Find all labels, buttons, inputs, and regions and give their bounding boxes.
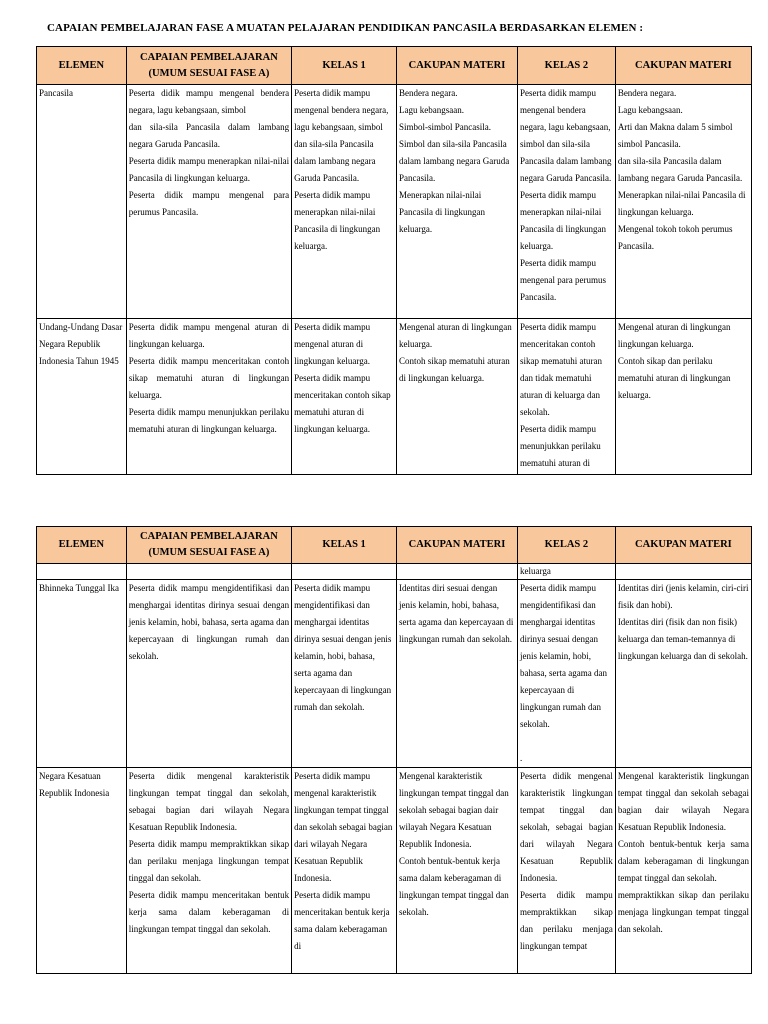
table-section-2: [36, 526, 752, 974]
table-header-row: [37, 47, 752, 85]
table-row: [37, 85, 752, 319]
cell-kelas-2: Peserta didik mengenal karakteristik lingkungan tempat tinggal dan sekolah, sebagai bagian dari wilayah Negara Kesatuan Republik Indonesia. Peserta didik mampu mempraktikkan sikap dan perilaku menjaga lingkungan tempat: [518, 768, 616, 974]
cell-materi-2: Identitas diri (jenis kelamin, ciri-ciri fisik dan hobi). Identitas diri (fisik dan non fisik) keluarga dan teman-temannya di lingkungan keluarga dan di sekolah.: [615, 580, 751, 768]
cell-kelas-2: Peserta didik mampu menceritakan contoh sikap mematuhi aturan dan tidak mematuhi aturan di keluarga dan sekolah. Peserta didik mampu menunjukkan perilaku mematuhi aturan di: [518, 319, 616, 475]
header-cakupan-materi-2: CAKUPAN MATERI: [615, 527, 751, 564]
cell-capaian: Peserta didik mampu mengenal aturan di lingkungan keluarga. Peserta didik mampu menceritakan contoh sikap mematuhi aturan di lingkungan keluarga. Peserta didik mampu menunjukkan perilaku mematuhi aturan di lingkungan keluarga.: [126, 319, 291, 475]
cell-elemen: Negara Kesatuan Republik Indonesia: [37, 768, 127, 974]
cell-kelas-1: Peserta didik mampu mengenal bendera negara, lagu kebangsaan, simbol dan sila-sila Pancasila dalam lambang negara Garuda Pancasila. Peserta didik mampu menerapkan nilai-nilai Pancasila di lingkungan keluarga.: [292, 85, 397, 319]
header-capaian: CAPAIAN PEMBELAJARAN (UMUM SESUAI FASE A): [126, 47, 291, 85]
header-kelas-2: KELAS 2: [518, 527, 616, 564]
cell-elemen: Undang-Undang Dasar Negara Republik Indonesia Tahun 1945: [37, 319, 127, 475]
cell-kelas-2-carryover: keluarga: [518, 564, 616, 580]
cell-elemen: Bhinneka Tunggal Ika: [37, 580, 127, 768]
header-capaian: CAPAIAN PEMBELAJARAN (UMUM SESUAI FASE A): [126, 527, 291, 564]
cell-materi-2: Mengenal aturan di lingkungan lingkungan keluarga. Contoh sikap dan perilaku mematuhi aturan di lingkungan keluarga.: [615, 319, 751, 475]
cell-materi-2: Mengenal karakteristik lingkungan tempat tinggal dan sekolah sebagai bagian dair wilayah Negara Kesatuan Republik Indonesia. Contoh bentuk-bentuk kerja sama dalam keberagaman di lingkungan tempat tinggal dan sekolah. mempraktikkan sikap dan perilaku menjaga lingkungan tempat tinggal dan sekolah.: [615, 768, 751, 974]
header-cakupan-materi-1: CAKUPAN MATERI: [397, 47, 518, 85]
cell-kelas-1: Peserta didik mampu mengidentifikasi dan menghargai identitas dirinya sesuai dengan jenis kelamin, hobi, bahasa, serta agama dan kepercayaan di lingkungan rumah dan sekolah.: [292, 580, 397, 768]
cell-materi-2: Bendera negara. Lagu kebangsaan. Arti dan Makna dalam 5 simbol simbol Pancasila. dan sila-sila Pancasila dalam lambang negara Garuda Pancasila. Menerapkan nilai-nilai Pancasila di lingkungan keluarga. Mengenal tokoh tokoh perumus Pancasila.: [615, 85, 751, 319]
table-row-carryover: [37, 564, 752, 580]
cell-capaian: Peserta didik mampu mengidentifikasi dan menghargai identitas dirinya sesuai dengan jenis kelamin, hobi, bahasa, serta agama dan kepercayaan di lingkungan rumah dan sekolah.: [126, 580, 291, 768]
cell-elemen: Pancasila: [37, 85, 127, 319]
cell-kelas-2: Peserta didik mampu mengidentifikasi dan menghargai identitas dirinya sesuai dengan jenis kelamin, hobi, bahasa, serta agama dan kepercayaan di lingkungan rumah dan sekolah. .: [518, 580, 616, 768]
cell-materi-1: Identitas diri sesuai dengan jenis kelamin, hobi, bahasa, serta agama dan kepercayaan di lingkungan rumah dan sekolah.: [397, 580, 518, 768]
header-elemen: ELEMEN: [37, 47, 127, 85]
cell-capaian: Peserta didik mengenal karakteristik lingkungan tempat tinggal dan sekolah, sebagai bagian dari wilayah Negara Kesatuan Republik Indonesia. Peserta didik mampu mempraktikkan sikap dan perilaku menjaga lingkungan tempat tinggal dan sekolah. Peserta didik mampu menceritakan bentuk kerja sama dalam keberagaman di lingkungan tempat tinggal dan sekolah.: [126, 768, 291, 974]
table-row: [37, 580, 752, 768]
header-cakupan-materi-1: CAKUPAN MATERI: [397, 527, 518, 564]
header-kelas-2: KELAS 2: [518, 47, 616, 85]
table-row: [37, 319, 752, 475]
table-row: [37, 768, 752, 974]
cell-kelas-1: Peserta didik mampu mengenal karakteristik lingkungan tempat tinggal dan sekolah sebagai bagian dari wilayah Negara Kesatuan Republik Indonesia. Peserta didik mampu menceritakan bentuk kerja sama dalam keberagaman di: [292, 768, 397, 974]
cell-materi-1: Mengenal aturan di lingkungan keluarga. Contoh sikap mematuhi aturan di lingkungan keluarga.: [397, 319, 518, 475]
header-cakupan-materi-2: CAKUPAN MATERI: [615, 47, 751, 85]
header-kelas-1: KELAS 1: [292, 527, 397, 564]
cell-kelas-2: Peserta didik mampu mengenal bendera negara, lagu kebangsaan, simbol dan sila-sila Pancasila dalam lambang negara Garuda Pancasila. Peserta didik mampu menerapkan nilai-nilai Pancasila di lingkungan keluarga. Peserta didik mampu mengenal para perumus Pancasila.: [518, 85, 616, 319]
header-kelas-1: KELAS 1: [292, 47, 397, 85]
cell-materi-1: Bendera negara. Lagu kebangsaan. Simbol-simbol Pancasila. Simbol dan sila-sila Pancasila dalam lambang negara Garuda Pancasila. Menerapkan nilai-nilai Pancasila di lingkungan keluarga.: [397, 85, 518, 319]
page-title: CAPAIAN PEMBELAJARAN FASE A MUATAN PELAJARAN PENDIDIKAN PANCASILA BERDASARKAN ELEMEN :: [47, 22, 644, 34]
cell-kelas-1: Peserta didik mampu mengenal aturan di lingkungan keluarga. Peserta didik mampu menceritakan contoh sikap mematuhi aturan di lingkungan keluarga.: [292, 319, 397, 475]
cell-materi-1: Mengenal karakteristik lingkungan tempat tinggal dan sekolah sebagai bagian dair wilayah Negara Kesatuan Republik Indonesia. Contoh bentuk-bentuk kerja sama dalam keberagaman di lingkungan tempat tinggal dan sekolah.: [397, 768, 518, 974]
cell-capaian: Peserta didik mampu mengenal bendera negara, lagu kebangsaan, simbol dan sila-sila Pancasila dalam lambang negara Garuda Pancasila. Peserta didik mampu menerapkan nilai-nilai Pancasila di lingkungan keluarga. Peserta didik mampu mengenal para perumus Pancasila.: [126, 85, 291, 319]
header-elemen: ELEMEN: [37, 527, 127, 564]
table-section-1: [36, 46, 752, 475]
table-header-row: [37, 527, 752, 564]
